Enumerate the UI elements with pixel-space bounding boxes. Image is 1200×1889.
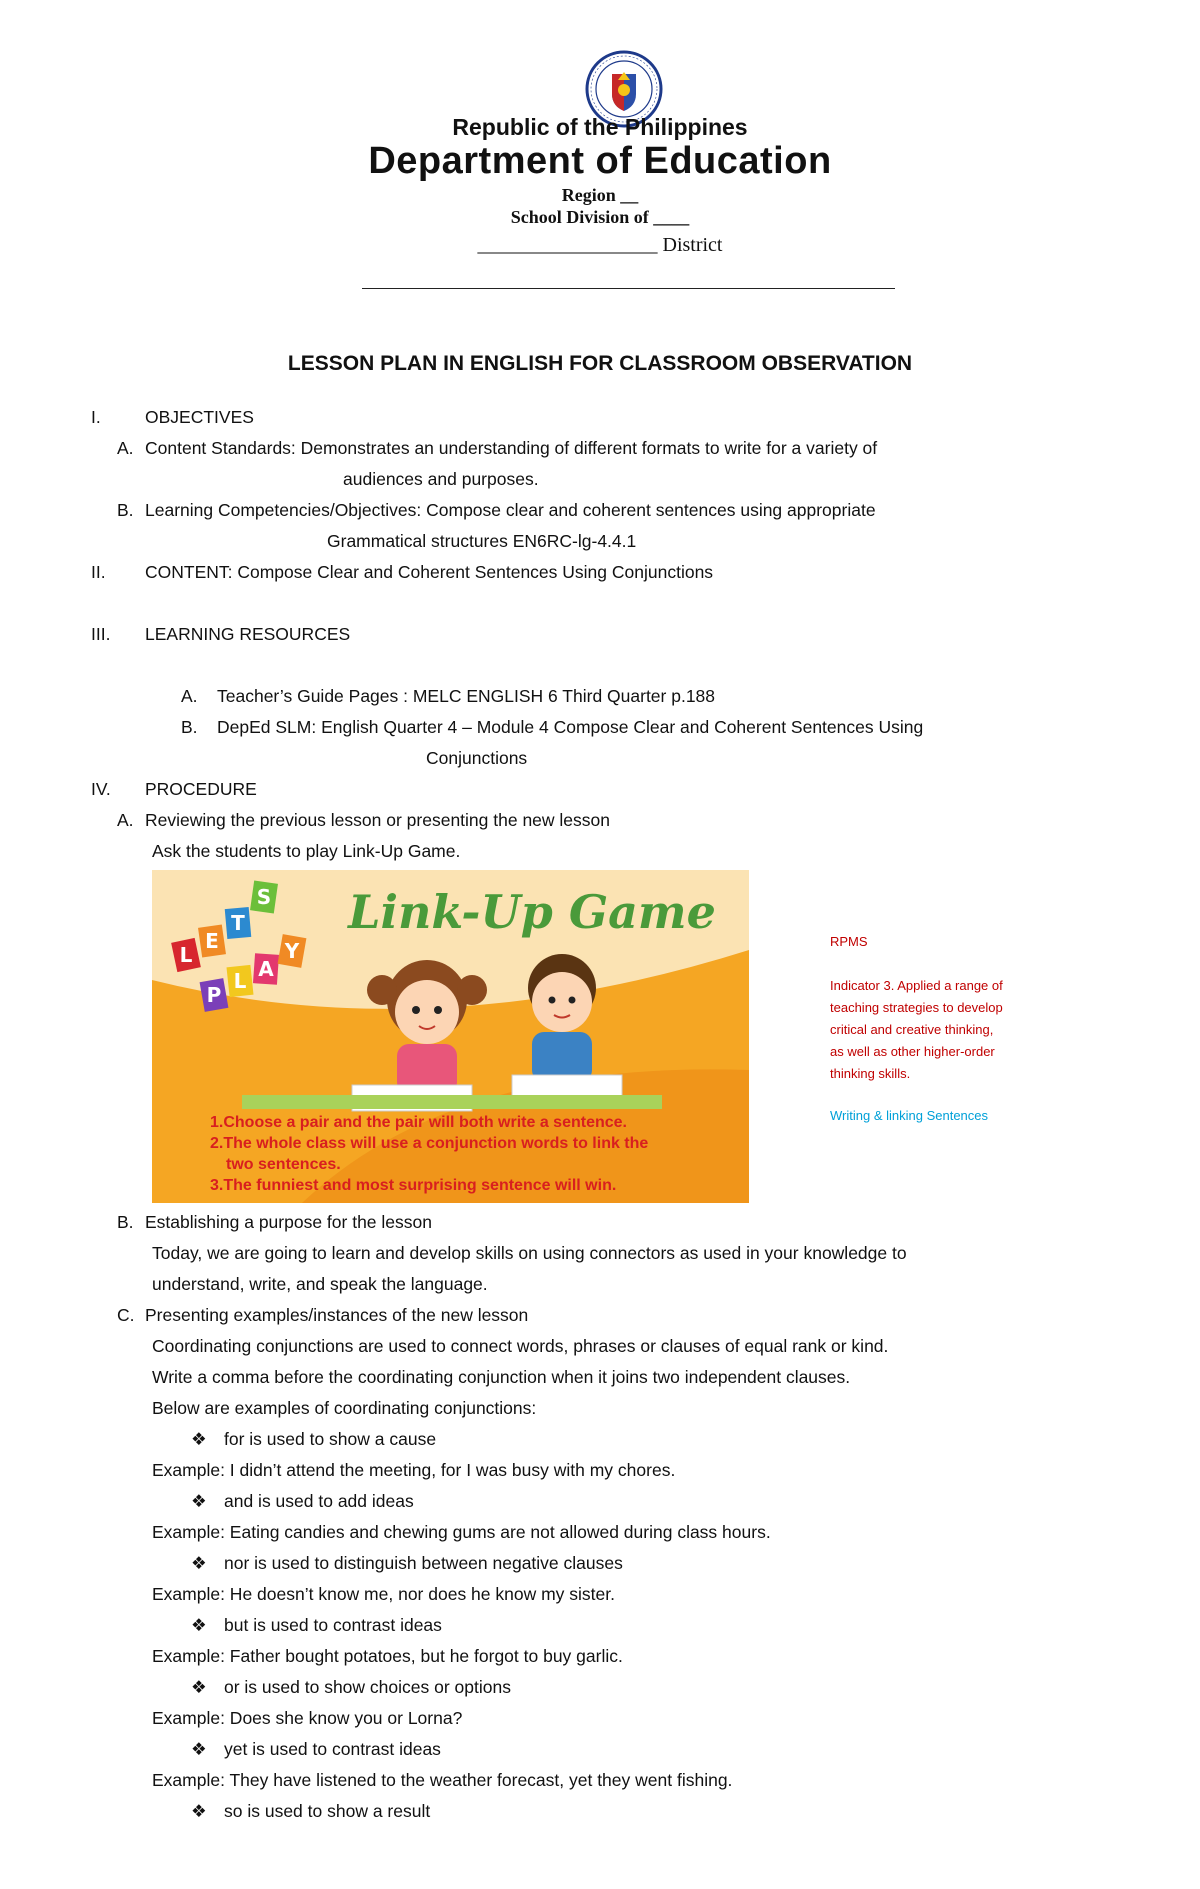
section-numeral: I.: [91, 407, 101, 427]
division-line: School Division of ____: [510, 207, 690, 227]
conjunction-yet: yet is used to contrast ideas: [224, 1739, 441, 1759]
conjunction-and: and is used to add ideas: [224, 1491, 414, 1511]
content-line: CONTENT: Compose Clear and Coherent Sentences Using Conjunctions: [145, 562, 714, 582]
competencies-text-cont: Grammatical structures EN6RC-lg-4.4.1: [327, 531, 637, 551]
block-letter: E: [205, 929, 219, 953]
procedure-b-label: Establishing a purpose for the lesson: [145, 1212, 432, 1232]
department-heading: Department of Education: [368, 140, 832, 182]
section-numeral: IV.: [91, 779, 111, 799]
banner-rule-1: 1.Choose a pair and the pair will both write a sentence.: [210, 1114, 627, 1131]
item-marker: B.: [117, 500, 134, 520]
item-marker: A.: [181, 686, 198, 706]
example-or: Example: Does she know you or Lorna?: [152, 1708, 463, 1728]
rpms-strategy: Writing & linking Sentences: [830, 1108, 989, 1123]
procedure-c-text: Write a comma before the coordinating conjunction when it joins two independent clauses.: [152, 1367, 851, 1387]
item-marker: A.: [117, 810, 134, 830]
block-letter: S: [256, 885, 272, 909]
procedure-c-label: Presenting examples/instances of the new lesson: [145, 1305, 529, 1325]
document-title: LESSON PLAN IN ENGLISH FOR CLASSROOM OBSERVATION: [287, 352, 913, 375]
district-line: __________________ District: [477, 234, 723, 256]
item-marker: C.: [117, 1305, 135, 1325]
slm-text-cont: Conjunctions: [426, 748, 528, 768]
rpms-heading: RPMS: [830, 934, 868, 949]
procedure-c-text: Below are examples of coordinating conjunctions:: [152, 1398, 537, 1418]
procedure-c-text: Coordinating conjunctions are used to connect words, phrases or clauses of equal rank or kind.: [152, 1336, 889, 1356]
example-but: Example: Father bought potatoes, but he forgot to buy garlic.: [152, 1646, 623, 1666]
slm-text: DepEd SLM: English Quarter 4 – Module 4 Compose Clear and Coherent Sentences Using: [217, 717, 924, 737]
block-letter: L: [233, 969, 247, 993]
example-and: Example: Eating candies and chewing gums are not allowed during class hours.: [152, 1522, 771, 1542]
conjunction-so: so is used to show a result: [224, 1801, 431, 1821]
republic-heading: Republic of the Philippines: [452, 114, 748, 140]
item-marker: B.: [181, 717, 198, 737]
region-line: Region __: [561, 185, 639, 205]
section-numeral: III.: [91, 624, 111, 644]
procedure-a-text: Ask the students to play Link-Up Game.: [152, 841, 461, 861]
diamond-bullet-icon: ❖: [191, 1553, 207, 1573]
example-nor: Example: He doesn’t know me, nor does he know my sister.: [152, 1584, 615, 1604]
section-label: OBJECTIVES: [145, 407, 254, 427]
rpms-indicator-line: Indicator 3. Applied a range of: [830, 978, 1003, 993]
conjunction-nor: nor is used to distinguish between negative clauses: [224, 1553, 623, 1573]
header-divider: [362, 288, 895, 289]
section-label: PROCEDURE: [145, 779, 257, 799]
block-letter: T: [231, 911, 245, 935]
diamond-bullet-icon: ❖: [191, 1429, 207, 1449]
block-letter: A: [258, 957, 274, 981]
competencies-text: Learning Competencies/Objectives: Compose clear and coherent sentences using appropriate: [145, 500, 876, 520]
block-letter: Y: [284, 939, 300, 963]
rpms-indicator-line: as well as other higher-order: [830, 1044, 995, 1059]
item-marker: B.: [117, 1212, 134, 1232]
teachers-guide-text: Teacher’s Guide Pages : MELC ENGLISH 6 Third Quarter p.188: [217, 686, 716, 706]
procedure-b-text-cont: understand, write, and speak the language.: [152, 1274, 488, 1294]
conjunction-but: but is used to contrast ideas: [224, 1615, 442, 1635]
item-marker: A.: [117, 438, 134, 458]
rpms-indicator-line: critical and creative thinking,: [830, 1022, 994, 1037]
section-label: LEARNING RESOURCES: [145, 624, 351, 644]
link-up-game-banner: [152, 870, 749, 1203]
procedure-a-label: Reviewing the previous lesson or presenting the new lesson: [145, 810, 610, 830]
banner-rule-3: 3.The funniest and most surprising sentence will win.: [210, 1177, 617, 1194]
example-for: Example: I didn’t attend the meeting, for I was busy with my chores.: [152, 1460, 676, 1480]
banner-rule-2: 2.The whole class will use a conjunction words to link the: [210, 1135, 649, 1152]
diamond-bullet-icon: ❖: [191, 1491, 207, 1511]
banner-title: Link-Up Game: [348, 885, 716, 939]
content-standards-text: Content Standards: Demonstrates an understanding of different formats to write for a variety of: [145, 438, 878, 458]
content-standards-text-cont: audiences and purposes.: [343, 469, 539, 489]
conjunction-for: for is used to show a cause: [224, 1429, 437, 1449]
block-letter: L: [179, 943, 193, 967]
section-numeral: II.: [91, 562, 106, 582]
rpms-indicator-line: teaching strategies to develop: [830, 1000, 1003, 1015]
example-yet: Example: They have listened to the weather forecast, yet they went fishing.: [152, 1770, 733, 1790]
procedure-b-text: Today, we are going to learn and develop skills on using connectors as used in your knowledge to: [152, 1243, 907, 1263]
block-letter: P: [206, 983, 222, 1007]
rpms-indicator-line: thinking skills.: [830, 1066, 911, 1081]
conjunction-or: or is used to show choices or options: [224, 1677, 511, 1697]
diamond-bullet-icon: ❖: [191, 1677, 207, 1697]
diamond-bullet-icon: ❖: [191, 1615, 207, 1635]
banner-rule-2-cont: two sentences.: [226, 1156, 341, 1173]
diamond-bullet-icon: ❖: [191, 1739, 207, 1759]
diamond-bullet-icon: ❖: [191, 1801, 207, 1821]
